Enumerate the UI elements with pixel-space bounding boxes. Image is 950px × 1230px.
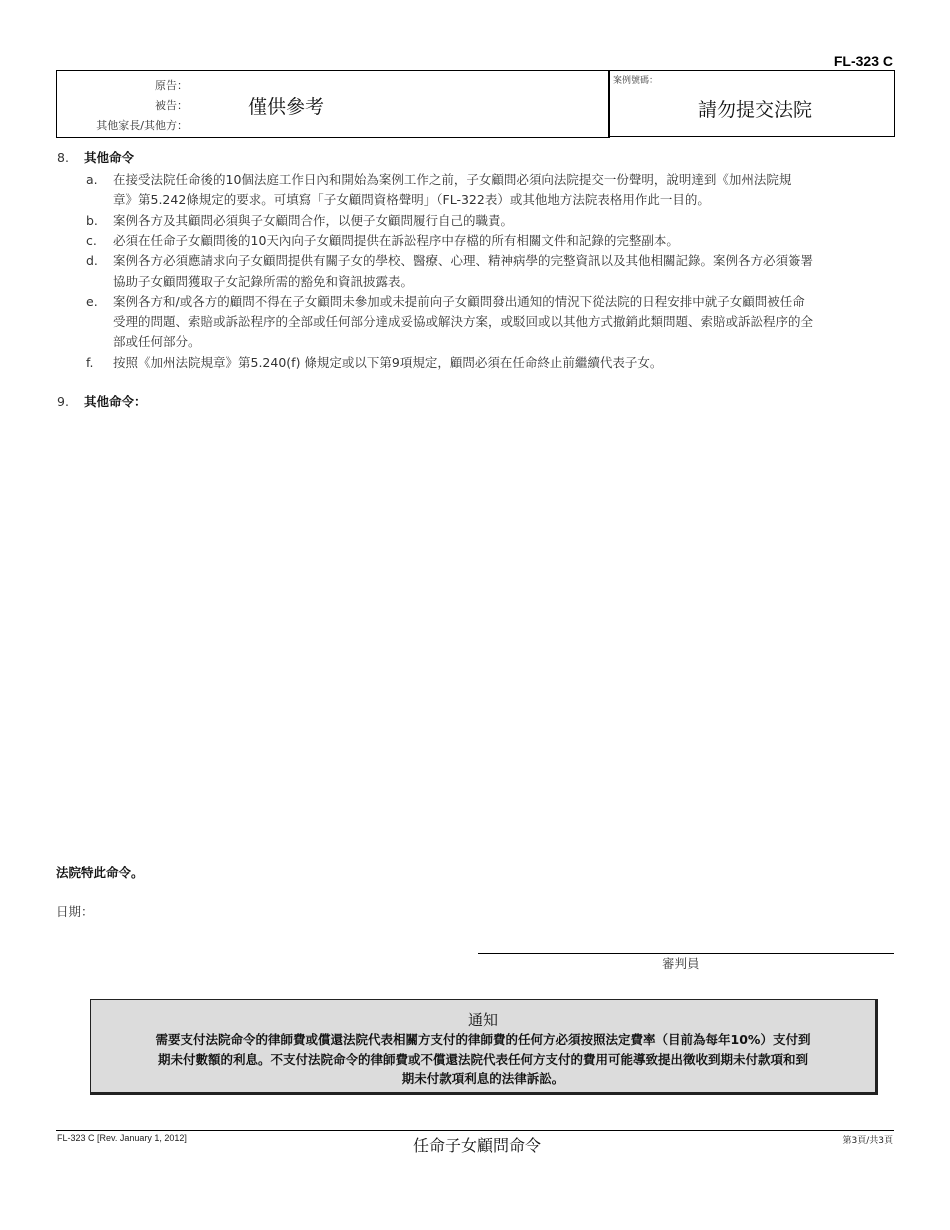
subitem-text-line: 協助子女顧問獲取子女記錄所需的豁免和資訊披露表。 [113,273,414,289]
subitem-text-line: 必須在任命子女顧問後的10天內向子女顧問提供在訴訟程序中存檔的所有相關文件和記錄的完整副本。 [113,232,679,248]
footer-title: 任命子女顧問命令 [413,1136,542,1155]
item9-title: 其他命令： [84,394,147,409]
subitem-text-line: 章》第5.242條規定的要求。可填寫「子女顧問資格聲明」（FL-322表）或其他地方法院表格用作此一目的。 [113,192,710,208]
petitioner-label: 原告： [155,79,188,92]
judge-label: 審判員 [662,956,700,971]
subitem-letter: f. [86,354,94,370]
subitem-text-line: 按照《加州法院規章》第5.240(f) 條規定或以下第9項規定，顧問必須在任命終止前繼續代表子女。 [113,354,663,370]
subitem-letter: c. [86,232,97,248]
footer-page: 第3頁/共3頁 [842,1136,893,1146]
notice-line: 期未付數額的利息。不支付法院命令的律師費或不償還法院代表任何方支付的費用可能導致提出徵收到期未付款項和到 [157,1051,808,1067]
case-number-label: 案例號碼： [613,76,659,86]
item8-title: 其他命令 [84,150,135,165]
form-number: FL-323 C [833,53,893,69]
footer-revision: FL-323 C [Rev. January 1, 2012] [57,1133,187,1143]
reference-only-note: 僅供參考 [248,96,325,118]
subitem-letter: b. [86,212,98,228]
subitem-letter: e. [86,293,98,309]
subitem-text-line: 案例各方必須應請求向子女顧問提供有關子女的學校、醫療、心理、精神病學的完整資訊以及其他相關記錄。案例各方必須簽署 [113,253,814,269]
do-not-file-note: 請勿提交法院 [698,99,813,121]
so-ordered-text: 法院特此命令。 [56,865,144,880]
subitem-text-line: 案例各方及其顧問必須與子女顧問合作，以便子女顧問履行自己的職責。 [113,212,514,228]
subitem-letter: a. [86,172,98,187]
notice-box [90,999,878,1095]
subitem-letter: d. [86,253,98,269]
subitem-text-line: 部或任何部分。 [113,334,201,350]
item8-number: 8. [57,150,69,165]
other-party-label: 其他家長/其他方： [96,119,188,132]
notice-title: 通知 [467,1011,498,1029]
subitem-text-line: 案例各方和/或各方的顧問不得在子女顧問未參加或未提前向子女顧問發出通知的情況下從法院的日程安排中就子女顧問被任命 [113,293,805,309]
subitem-text-line: 受理的問題、索賠或訴訟程序的全部或任何部分達成妥協或解決方案，或駁回或以其他方式撤銷此類問題、索賠或訴訟程序的全 [113,314,814,330]
notice-line: 期未付款項利息的法律訴訟。 [401,1071,565,1086]
respondent-label: 被告： [155,99,188,112]
subitem-text-line: 在接受法院任命後的10個法庭工作日內和開始為案例工作之前，子女顧問必須向法院提交一份聲明，說明達到《加州法院規 [113,172,792,187]
item9-number: 9. [57,394,69,409]
date-label: 日期： [56,904,94,919]
footer-divider [56,1130,894,1131]
notice-line: 需要支付法院命令的律師費或償還法院代表相關方支付的律師費的任何方必須按照法定費率（目前為每年10%）支付到 [155,1032,811,1047]
